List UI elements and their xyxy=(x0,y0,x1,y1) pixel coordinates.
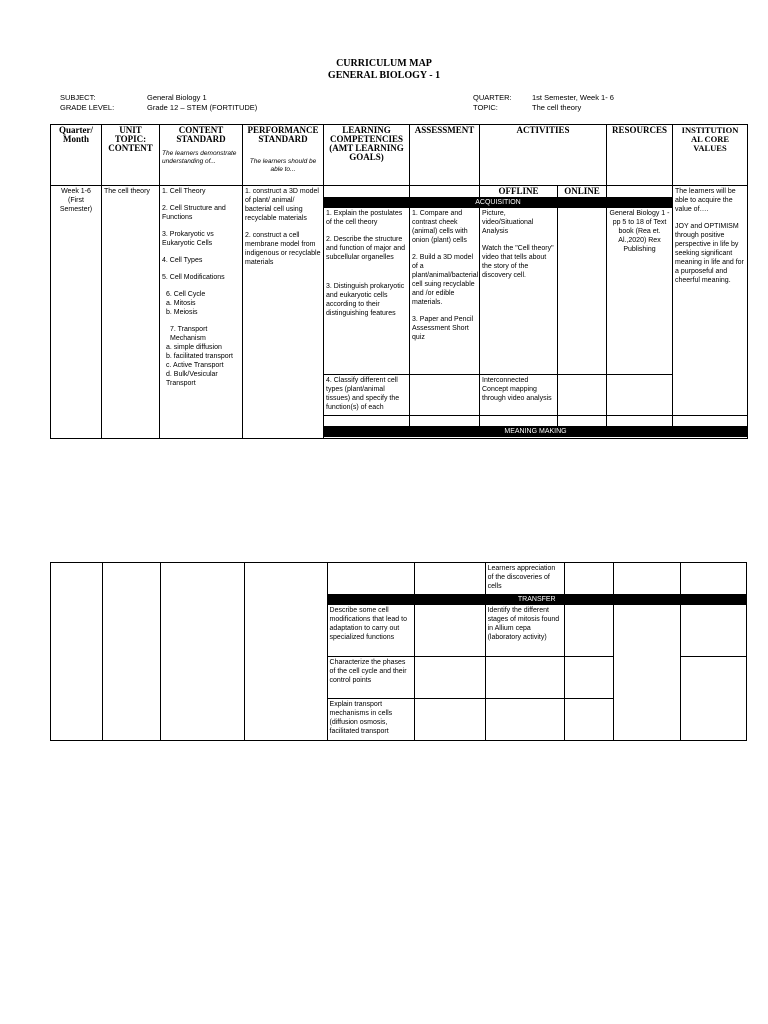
col-performance-label: PERFORMANCE STANDARD xyxy=(247,125,319,144)
topic-value: The cell theory xyxy=(532,103,582,112)
empty-cell xyxy=(607,416,673,427)
appreciation-cell: Learners appreciation of the discoveries of cells xyxy=(485,563,564,595)
curriculum-table xyxy=(50,124,748,439)
empty-cell xyxy=(245,563,327,741)
quarter-cell: Week 1-6 (First Semester) xyxy=(51,186,102,439)
cont-row-1 xyxy=(51,563,747,595)
empty-cell xyxy=(410,416,480,427)
cell-cycle-cell: Characterize the phases of the cell cycle and their control points xyxy=(327,657,414,699)
acquisition-bar: ACQUISITION xyxy=(324,198,673,208)
meaning-making-bar: MEANING MAKING xyxy=(324,427,748,437)
empty-cell xyxy=(327,563,414,595)
online-cell xyxy=(558,208,607,375)
empty-cell xyxy=(324,416,410,427)
grade-label: GRADE LEVEL: xyxy=(60,103,115,112)
empty-cell xyxy=(410,375,480,416)
col-content-sub: The learners demonstrate understanding of... xyxy=(162,150,237,165)
header-row xyxy=(51,125,748,186)
empty-cell xyxy=(564,699,614,741)
transport-cell: Explain transport mechanisms in cells (diffusion osmosis, facilitated transport xyxy=(327,699,414,741)
offline4-cell: Interconnected Concept mapping through video analysis xyxy=(480,375,558,416)
empty-cell xyxy=(410,186,480,198)
grade-value: Grade 12 – STEM (FORTITUDE) xyxy=(147,103,258,112)
empty-cell xyxy=(324,186,410,198)
empty-cell xyxy=(673,416,748,427)
mitosis-activity-cell: Identify the different stages of mitosis found in Allium cepa (laboratory activity) xyxy=(485,605,564,657)
empty-cell xyxy=(558,375,607,416)
empty-cell xyxy=(681,657,747,741)
transfer-bar: TRANSFER xyxy=(327,595,746,605)
content-cell: 1. Cell Theory 2. Cell Structure and Functions 3. Prokaryotic vs Eukaryotic Cells 4. Cell Types 5. Cell Modifications 6. Cell Cycle a. Mitosis b. Meiosis 7. Transport Mechanism a. simple diffusion b. facilitated transport c. Active Transport d. Bulk/Vesicular Transport xyxy=(160,186,243,439)
col-content xyxy=(160,125,243,186)
page-subtitle: GENERAL BIOLOGY - 1 xyxy=(327,70,441,81)
col-competencies: LEARNING COMPETENCIES (AMT LEARNING GOALS) xyxy=(324,125,410,186)
continuation-table xyxy=(50,562,747,741)
empty-cell xyxy=(607,186,673,198)
empty-cell xyxy=(558,416,607,427)
assessment-cell: 1. Compare and contrast cheek (animal) cells with onion (plant) cells 2. Build a 3D model of a plant/animal/bacterial cell suing recyclable and /or edible materials. 3. Paper and Pencil Assessment Short quiz xyxy=(410,208,480,375)
empty-cell xyxy=(564,563,614,595)
col-quarter: Quarter/ Month xyxy=(51,125,102,186)
col-unit: UNIT TOPIC: CONTENT xyxy=(102,125,160,186)
col-values: INSTITUTION AL CORE VALUES xyxy=(673,125,748,186)
competency4-cell: 4. Classify different cell types (plant/animal tissues) and specify the function(s) of each xyxy=(324,375,410,416)
empty-cell xyxy=(414,605,485,657)
empty-cell xyxy=(614,563,681,595)
offline-cell: Picture, video/Situational Analysis Watch the "Cell theory" video that tells about the story of the discovery cell. xyxy=(480,208,558,375)
offline-online-row xyxy=(51,186,748,198)
col-performance xyxy=(243,125,324,186)
col-activities: ACTIVITIES xyxy=(480,125,607,186)
col-resources: RESOURCES xyxy=(607,125,673,186)
empty-cell xyxy=(324,437,748,439)
online-header: ONLINE xyxy=(558,186,607,198)
resources-cell: General Biology 1 -pp 5 to 18 of Text book (Rea et. Al.,2020) Rex Publishing xyxy=(607,208,673,375)
quarter-value: 1st Semester, Week 1- 6 xyxy=(532,93,614,102)
competencies-cell: 1. Explain the postulates of the cell theory 2. Describe the structure and function of major and subcellular organelles 3. Distinguish prokaryotic and eukaryotic cells according to their distinguishing features xyxy=(324,208,410,375)
page-title: CURRICULUM MAP xyxy=(336,58,432,69)
topic-label: TOPIC: xyxy=(473,103,498,112)
empty-cell xyxy=(614,605,681,741)
empty-cell xyxy=(564,605,614,657)
offline-header: OFFLINE xyxy=(480,186,558,198)
empty-cell xyxy=(414,699,485,741)
empty-cell xyxy=(480,416,558,427)
values-cell: The learners will be able to acquire the value of…. JOY and OPTIMISM through positive perspective in life by seeking significant meaning in life and for a purposeful and cheerful meaning. xyxy=(673,186,748,416)
empty-cell xyxy=(485,699,564,741)
empty-cell xyxy=(681,563,747,595)
empty-cell xyxy=(161,563,245,741)
performance-cell: 1. construct a 3D model of plant/ animal/ bacterial cell using recyclable materials 2. construct a cell membrane model from indigenous or recyclable materials xyxy=(243,186,324,439)
empty-cell xyxy=(414,563,485,595)
subject-label: SUBJECT: xyxy=(60,93,96,102)
modifications-cell: Describe some cell modifications that lead to adaptation to carry out specialized functions xyxy=(327,605,414,657)
empty-cell xyxy=(51,563,103,741)
col-assessment: ASSESSMENT xyxy=(410,125,480,186)
col-performance-sub: The learners should be able to... xyxy=(249,158,317,173)
empty-cell xyxy=(681,605,747,657)
empty-cell xyxy=(564,657,614,699)
col-content-label: CONTENT STANDARD xyxy=(176,125,226,144)
subject-value: General Biology 1 xyxy=(147,93,207,102)
empty-cell xyxy=(607,375,673,416)
quarter-label: QUARTER: xyxy=(473,93,512,102)
empty-cell xyxy=(414,657,485,699)
empty-cell xyxy=(485,657,564,699)
unit-cell: The cell theory xyxy=(102,186,160,439)
empty-cell xyxy=(102,563,161,741)
